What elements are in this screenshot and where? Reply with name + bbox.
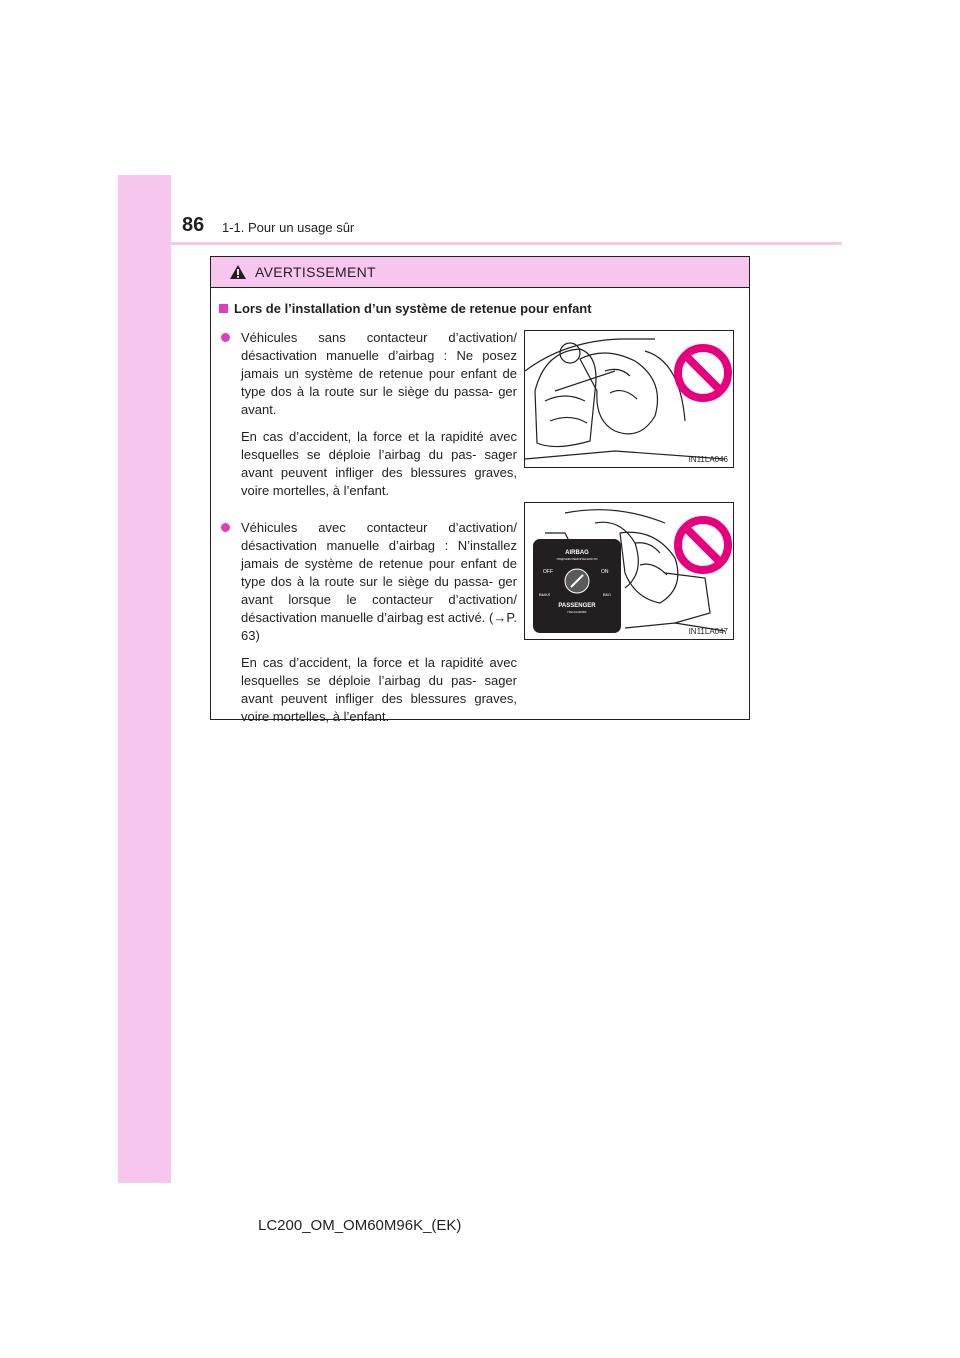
square-bullet-icon	[219, 304, 228, 313]
switch-label-off: OFF	[543, 569, 553, 575]
section-title: 1-1. Pour un usage sûr	[222, 220, 355, 235]
switch-label-on-sub: ВКЛ	[603, 592, 611, 597]
round-bullet-icon	[221, 523, 230, 532]
document-code: LC200_OM_OM60M96K_(EK)	[258, 1217, 462, 1234]
round-bullet-icon	[221, 333, 230, 342]
page-number: 86	[182, 214, 205, 236]
switch-label-airbag: AIRBAG	[565, 550, 589, 556]
header-rule	[118, 242, 842, 245]
warning-header	[211, 257, 749, 288]
airbag-deployment-illustration	[525, 331, 733, 467]
warning-heading	[219, 301, 592, 316]
switch-label-on: ON	[601, 569, 609, 575]
switch-label-airbag-sub: ПОДУШКИ БЕЗОПАСНОСТИ	[556, 557, 598, 561]
warning-title: AVERTISSEMENT	[255, 264, 376, 280]
bullet-text: Véhicules sans contacteur d’activation/ désactivation manuelle d’airbag : Ne posez jamais un système de retenue pour enfant de type dos à la route sur le siège du passa- ger avant.	[241, 330, 517, 417]
airbag-switch-illustration	[525, 503, 733, 639]
warning-triangle-icon	[229, 264, 247, 280]
bullet-note: En cas d’accident, la force et la rapidité avec lesquelles se déploie l’airbag du pas- sager avant peuvent infliger des blessures graves, voire mortelles, à l’enfant.	[241, 429, 517, 498]
figure-code: IN11LA047	[688, 627, 728, 636]
bullet-item-1	[219, 329, 517, 509]
figure-no-airbag-switch	[524, 330, 734, 468]
side-color-band	[118, 175, 171, 1183]
bullet-item-2	[219, 519, 517, 735]
figure-with-airbag-switch	[524, 502, 734, 640]
prohibition-sign-icon	[678, 348, 728, 398]
figure-code: IN11LA046	[688, 455, 728, 464]
warning-heading-text: Lors de l’installation d’un système de retenue pour enfant	[234, 301, 592, 316]
switch-label-passenger: PASSENGER	[558, 603, 596, 609]
warning-box	[210, 256, 750, 724]
bullet-text: Véhicules avec contacteur d’activation/ désactivation manuelle d’airbag : N’installez jamais de système de retenue pour enfant de type dos à la route sur le siège du passa- ger avant lorsque le contacteur d’activation/ désactivation manuelle d’airbag est activé. (→P. 63)	[241, 520, 517, 643]
prohibition-sign-icon	[678, 520, 728, 570]
switch-label-passenger-sub: ПАССАЖИРА	[567, 610, 587, 614]
switch-label-off-sub: ВЫКЛ	[539, 592, 551, 597]
bullet-note: En cas d’accident, la force et la rapidité avec lesquelles se déploie l’airbag du pas- sager avant peuvent infliger des blessures graves, voire mortelles, à l’enfant.	[241, 655, 517, 724]
